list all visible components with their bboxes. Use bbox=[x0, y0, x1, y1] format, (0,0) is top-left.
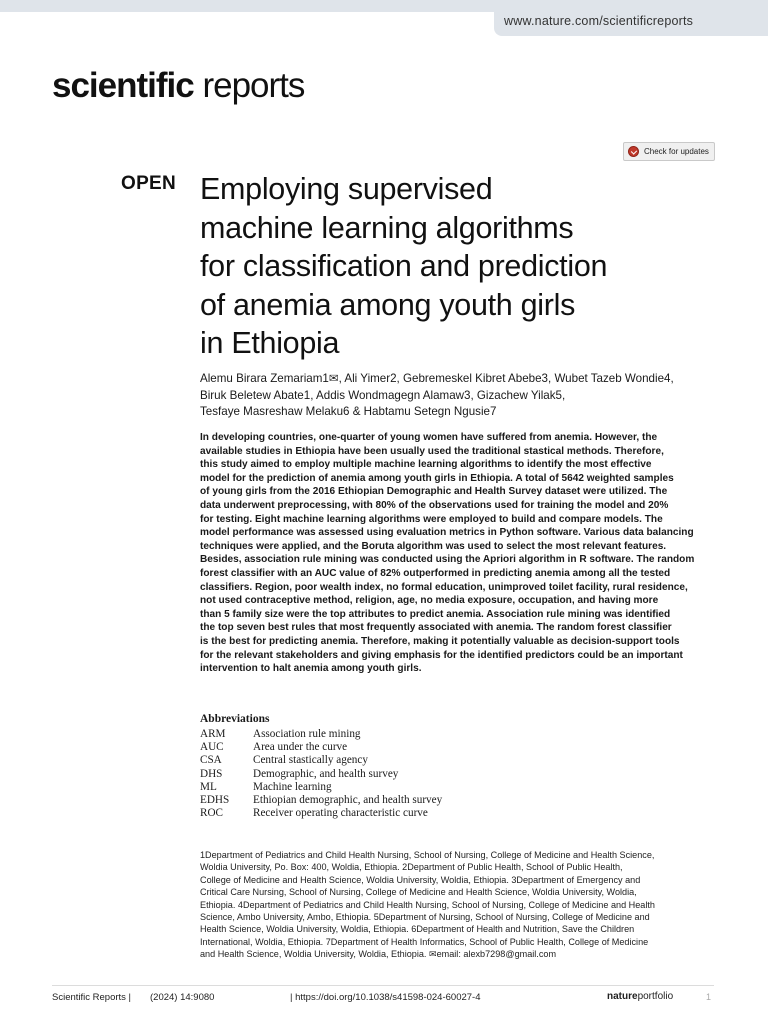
author-line[interactable]: Tesfaye Masreshaw Melaku6 & Habtamu Setegn Ngusie7 bbox=[200, 405, 497, 419]
abstract-line: this study aimed to employ multiple machine learning algorithms to identify the most effective bbox=[200, 459, 652, 471]
author-line[interactable]: Biruk Beletew Abate1, Addis Wondmagegn Alamaw3, Gizachew Yilak5, bbox=[200, 388, 566, 402]
article-title bbox=[200, 170, 720, 363]
abstract-line: model for the prediction of anemia among youth girls in Ethiopia. A total of 5642 weighted samples bbox=[200, 472, 674, 484]
abstract-line: In developing countries, one-quarter of young women have suffered from anemia. However, the bbox=[200, 432, 658, 443]
abstract-line: than 5 family size were the top attributes to predict anemia. Association rule mining was identified bbox=[200, 608, 671, 620]
open-access-label: OPEN bbox=[121, 173, 177, 194]
publisher-light: portfolio bbox=[637, 991, 674, 1002]
affiliation-line: College of Medicine and Health Science, Woldia University, Woldia, Ethiopia. 3Department of Emergency and bbox=[200, 874, 641, 885]
abbreviation-value: Association rule mining bbox=[253, 728, 361, 740]
abbreviation-key: ROC bbox=[200, 807, 224, 820]
abbreviation-row bbox=[200, 794, 442, 807]
check-updates-button[interactable] bbox=[623, 142, 715, 161]
abstract-line: classifiers. Region, poor wealth index, no formal education, unimproved toilet facility, rural residence, bbox=[200, 581, 688, 593]
abstract-line: of young girls from the 2016 Ethiopian Demographic and Health Survey dataset were utilized. The bbox=[200, 486, 668, 498]
abbreviation-value: Demographic, and health survey bbox=[253, 767, 399, 780]
affiliation-line: 1Department of Pediatrics and Child Health Nursing, School of Nursing, College of Medicine and Health Science, bbox=[200, 850, 655, 860]
affiliation-line: Critical Care Nursing, School of Nursing, College of Medicine and Health Science, Woldia University, Woldia, bbox=[200, 887, 637, 898]
abbreviation-key: EDHS bbox=[200, 794, 230, 807]
abstract-line: available studies in Ethiopia have been usually used the traditional stastical methods. Therefore, bbox=[200, 445, 664, 457]
abbreviation-value: Ethiopian demographic, and health survey bbox=[253, 794, 443, 807]
affiliation-line: Ethiopia. 4Department of Pediatrics and Child Health Nursing, School of Nursing, College of Medicine and Health bbox=[200, 899, 655, 910]
author-line[interactable]: Alemu Birara Zemariam1✉, Ali Yimer2, Gebremeskel Kibret Abebe3, Wubet Tazeb Wondie4, bbox=[200, 372, 674, 385]
footer-doi-link[interactable]: | https://doi.org/10.1038/s41598-024-60027-4 bbox=[290, 992, 481, 1003]
abstract-line: techniques were applied, and the Boruta algorithm was used to select the most relevant features. bbox=[200, 540, 667, 552]
title-line: in Ethiopia bbox=[200, 326, 340, 360]
abstract-line: Besides, association rule mining was conducted using the Apriori algorithm in R software. The random bbox=[200, 554, 695, 566]
abstract-line: is the best for predicting anemia. Therefore, making it potentially valuable as decision-support tools bbox=[200, 635, 680, 647]
check-updates-label: Check for updates bbox=[644, 147, 709, 156]
affiliation-line: Science, Ambo University, Ambo, Ethiopia. 5Department of Nursing, School of Nursing, College of Medicine and bbox=[200, 912, 650, 923]
affiliation-line: Health Science, Woldia University, Woldia, Ethiopia. 6Department of Health and Nutrition, Save the Children bbox=[200, 924, 635, 935]
title-line: for classification and prediction bbox=[200, 249, 608, 283]
abbreviation-row bbox=[200, 768, 442, 781]
abstract-line: intervention to halt anemia among youth girls. bbox=[200, 663, 422, 675]
abstract bbox=[200, 431, 720, 676]
abstract-line: not used contraceptive method, religion, age, no media exposure, occupation, and having more bbox=[200, 595, 659, 607]
affiliation-line: Woldia University, Po. Box: 400, Woldia, Ethiopia. 2Department of Public Health, School of Public Health, bbox=[200, 862, 623, 873]
abbreviation-key: ARM bbox=[200, 728, 226, 740]
abstract-line: data underwent preprocessing, with 80% of the observations used for training the model and 20% bbox=[200, 499, 669, 511]
abstract-line: the top seven best rules that most frequently associated with anemia. The random forest classifier bbox=[200, 622, 672, 634]
page-footer bbox=[0, 985, 768, 1009]
affiliation-line: International, Woldia, Ethiopia. 7Department of Health Informatics, School of Public Health, College of Medicine bbox=[200, 936, 649, 947]
abbreviation-row bbox=[200, 807, 442, 820]
abbreviation-key: AUC bbox=[200, 741, 224, 754]
journal-logo bbox=[52, 68, 304, 103]
affiliation-line[interactable]: and Health Science, Woldia University, Woldia, Ethiopia. ✉email: alexb7298@gmail.com bbox=[200, 949, 557, 960]
abbreviation-row bbox=[200, 728, 442, 741]
abbreviation-key: ML bbox=[200, 780, 217, 793]
footer-divider bbox=[52, 985, 714, 986]
abstract-line: for testing. Eight machine learning algorithms were employed to build and compare models. The bbox=[200, 513, 663, 525]
footer-journal: Scientific Reports | bbox=[52, 992, 132, 1003]
abstract-line: model performance was assessed using evaluation metrics in Python software. Various data balancing bbox=[200, 527, 694, 539]
abbreviation-value: Area under the curve bbox=[253, 741, 348, 754]
abbreviation-key: CSA bbox=[200, 754, 222, 767]
abbreviation-value: Receiver operating characteristic curve bbox=[253, 807, 428, 820]
abstract-line: for the relevant stakeholders and giving emphasis for the identified predictors could be an important bbox=[200, 649, 683, 661]
journal-url-link[interactable]: www.nature.com/scientificreports bbox=[504, 14, 694, 28]
abbreviation-row bbox=[200, 781, 442, 794]
abbreviations-list bbox=[200, 728, 442, 820]
title-line: of anemia among youth girls bbox=[200, 287, 576, 322]
publisher-logo bbox=[607, 991, 673, 1002]
title-line: Employing supervised bbox=[200, 172, 493, 206]
abstract-line: forest classifier with an AUC value of 82% outperformed in predicting anemia among all the tested bbox=[200, 567, 671, 579]
author-list bbox=[200, 371, 720, 421]
title-line: machine learning algorithms bbox=[200, 210, 574, 245]
check-updates-icon bbox=[628, 146, 639, 157]
logo-light: reports bbox=[202, 66, 305, 105]
abbreviation-row bbox=[200, 741, 442, 754]
footer-volume: (2024) 14:9080 bbox=[150, 992, 215, 1003]
abbreviation-row bbox=[200, 754, 442, 767]
abbreviation-value: Machine learning bbox=[253, 780, 332, 793]
abbreviations-heading: Abbreviations bbox=[200, 713, 270, 725]
page-number: 1 bbox=[706, 992, 712, 1002]
affiliations bbox=[200, 849, 716, 961]
abbreviation-key: DHS bbox=[200, 767, 223, 780]
logo-bold: scientific bbox=[52, 66, 194, 105]
publisher-bold: nature bbox=[607, 991, 638, 1002]
abbreviation-value: Central stastically agency bbox=[253, 754, 368, 767]
